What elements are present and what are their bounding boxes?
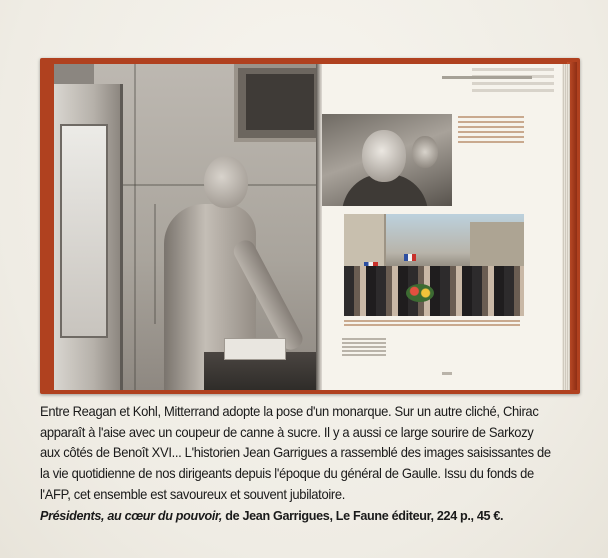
photo-crowd-color <box>344 214 524 316</box>
left-page-photo <box>54 64 318 390</box>
article-body: Entre Reagan et Kohl, Mitterrand adopte la pose d'un monarque. Sur un autre cliché, Chirac apparaît à l'aise avec un coupeur de canne à sucre. Il y a aussi ce large sourire de Sarkozy aux côtés de Benoît XVI... L'historien Jean Garrigues a rassemblé des images saisissantes de la vie quotidienne de nos dirigeants depuis l'époque du général de Gaulle. Issu du fonds de l'AFP, cet ensemble est savoureux et souvent jubilatoire. <box>40 404 551 502</box>
door-glass <box>60 124 108 338</box>
photo-caption-2 <box>344 320 520 328</box>
right-page <box>322 64 562 390</box>
page-running-header <box>442 76 532 79</box>
door <box>54 84 123 390</box>
page-quote-text <box>472 68 554 94</box>
book-title: Présidents, au cœur du pouvoir, <box>40 507 223 523</box>
photo-caption-3 <box>342 338 386 358</box>
papers <box>224 338 286 360</box>
photo-de-gaulle <box>322 114 452 206</box>
book-credit <box>40 506 556 527</box>
page-number <box>442 372 452 375</box>
article-text <box>40 402 556 526</box>
photo-caption-1 <box>458 116 524 146</box>
book-details: de Jean Garrigues, Le Faune éditeur, 224 p., 45 €. <box>222 507 504 523</box>
man-head <box>204 156 248 208</box>
page-stack-edge <box>562 64 570 390</box>
painting-frame <box>234 64 318 142</box>
book-photo <box>40 58 580 394</box>
